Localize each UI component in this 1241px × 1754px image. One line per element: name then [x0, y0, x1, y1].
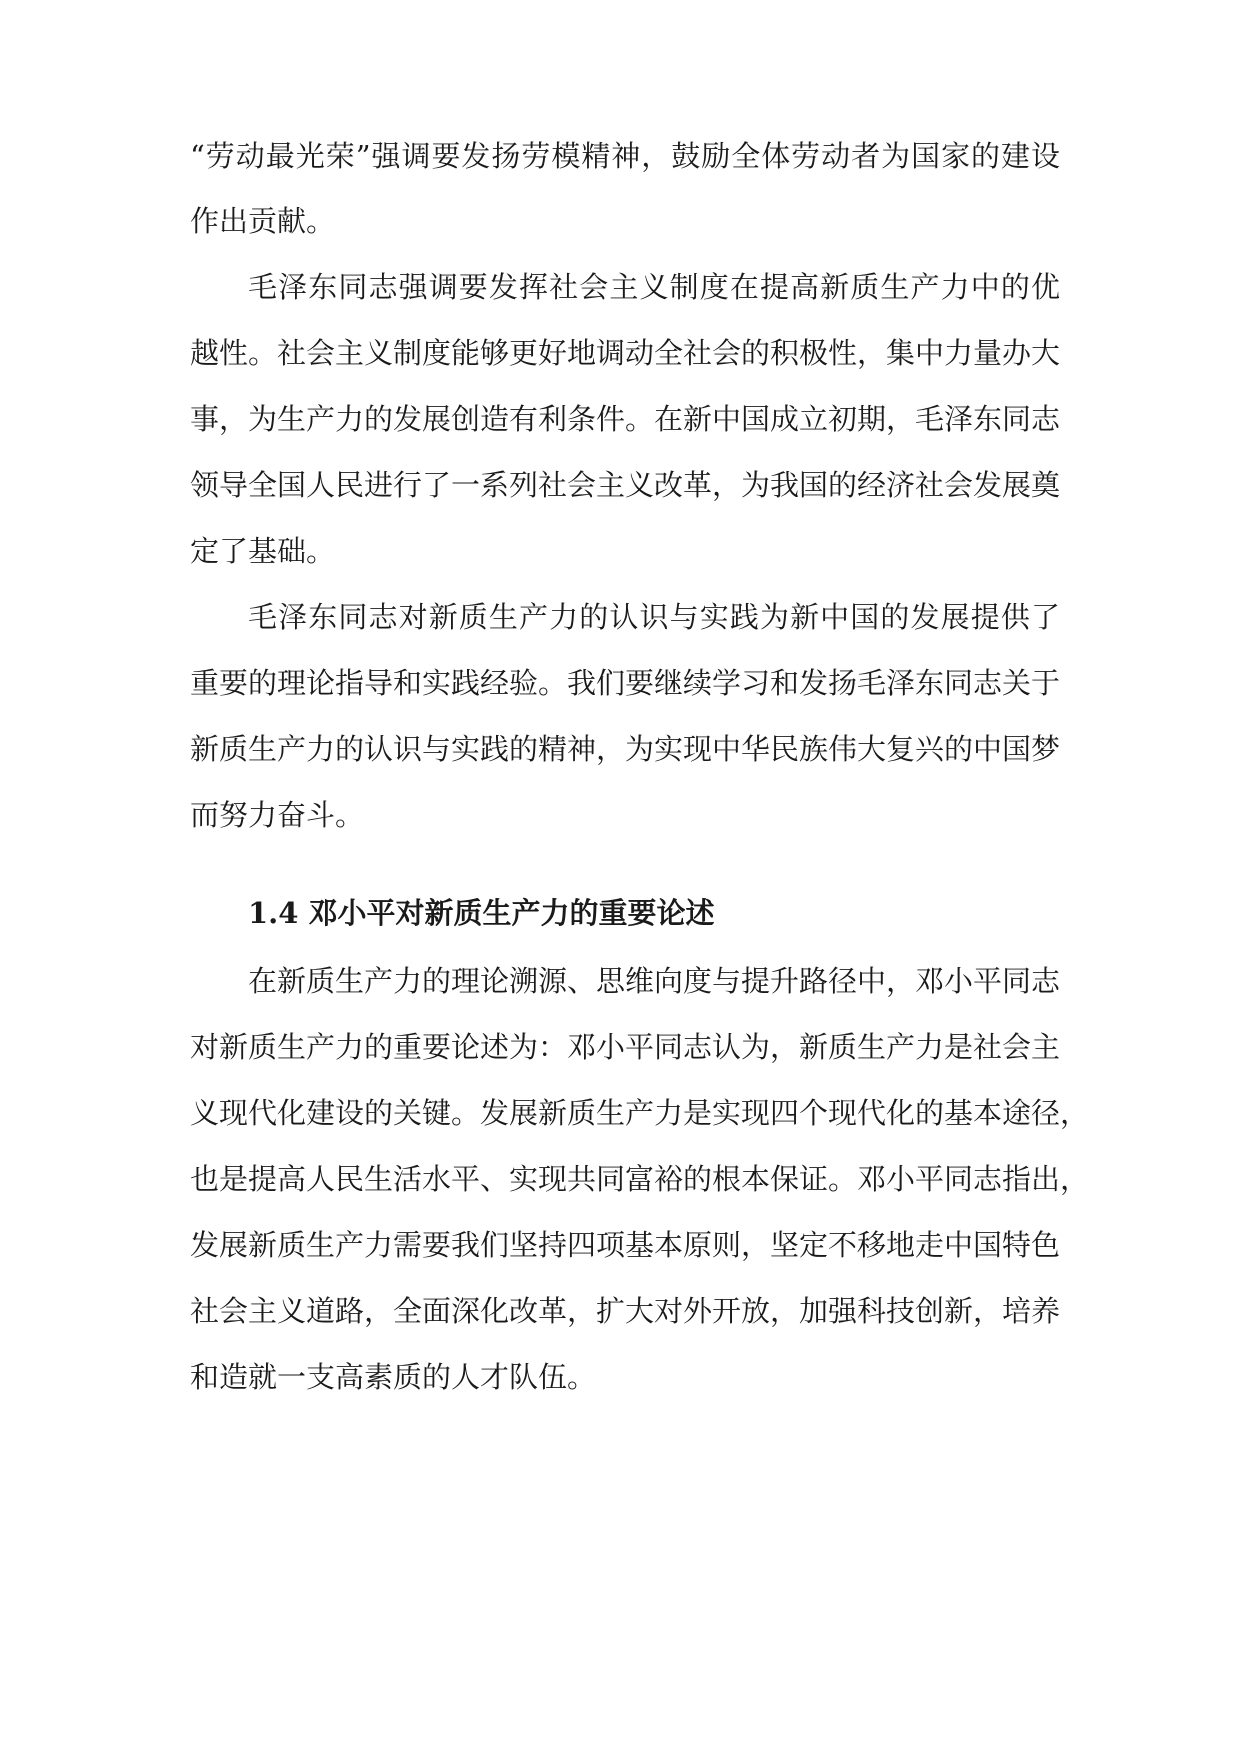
- paragraph-2-line-2: 越性。社会主义制度能够更好地调动全社会的积极性，集中力量办大: [190, 336, 1061, 370]
- paragraph-1-line-2: 作出贡献。: [190, 204, 336, 238]
- paragraph-4-line-1: 在新质生产力的理论溯源、思维向度与提升路径中，邓小平同志: [248, 964, 1061, 998]
- paragraph-4-line-5: 发展新质生产力需要我们坚持四项基本原则，坚定不移地走中国特色: [190, 1228, 1061, 1262]
- paragraph-4-line-6: 社会主义道路，全面深化改革，扩大对外开放，加强科技创新，培养: [190, 1294, 1061, 1328]
- section-heading: 1.4 邓小平对新质生产力的重要论述: [248, 896, 715, 930]
- paragraph-4-line-4: 也是提高人民生活水平、实现共同富裕的根本保证。邓小平同志指出，: [190, 1162, 1090, 1196]
- paragraph-4-line-3: 义现代化建设的关键。发展新质生产力是实现四个现代化的基本途径，: [190, 1096, 1090, 1130]
- paragraph-2-line-4: 领导全国人民进行了一系列社会主义改革，为我国的经济社会发展奠: [190, 468, 1061, 502]
- paragraph-2-line-5: 定了基础。: [190, 534, 336, 568]
- paragraph-2-line-1: 毛泽东同志强调要发挥社会主义制度在提高新质生产力中的优: [248, 270, 1060, 304]
- paragraph-4-line-2: 对新质生产力的重要论述为：邓小平同志认为，新质生产力是社会主: [190, 1030, 1061, 1064]
- paragraph-4-line-7: 和造就一支高素质的人才队伍。: [190, 1360, 597, 1394]
- paragraph-3-line-2: 重要的理论指导和实践经验。我们要继续学习和发扬毛泽东同志关于: [190, 666, 1061, 700]
- paragraph-3-line-4: 而努力奋斗。: [190, 798, 365, 832]
- paragraph-1-line-1: “劳动最光荣”强调要发扬劳模精神，鼓励全体劳动者为国家的建设: [190, 139, 1060, 173]
- paragraph-3-line-1: 毛泽东同志对新质生产力的认识与实践为新中国的发展提供了: [248, 600, 1060, 634]
- paragraph-3-line-3: 新质生产力的认识与实践的精神，为实现中华民族伟大复兴的中国梦: [190, 732, 1061, 766]
- paragraph-2-line-3: 事，为生产力的发展创造有利条件。在新中国成立初期，毛泽东同志: [190, 402, 1061, 436]
